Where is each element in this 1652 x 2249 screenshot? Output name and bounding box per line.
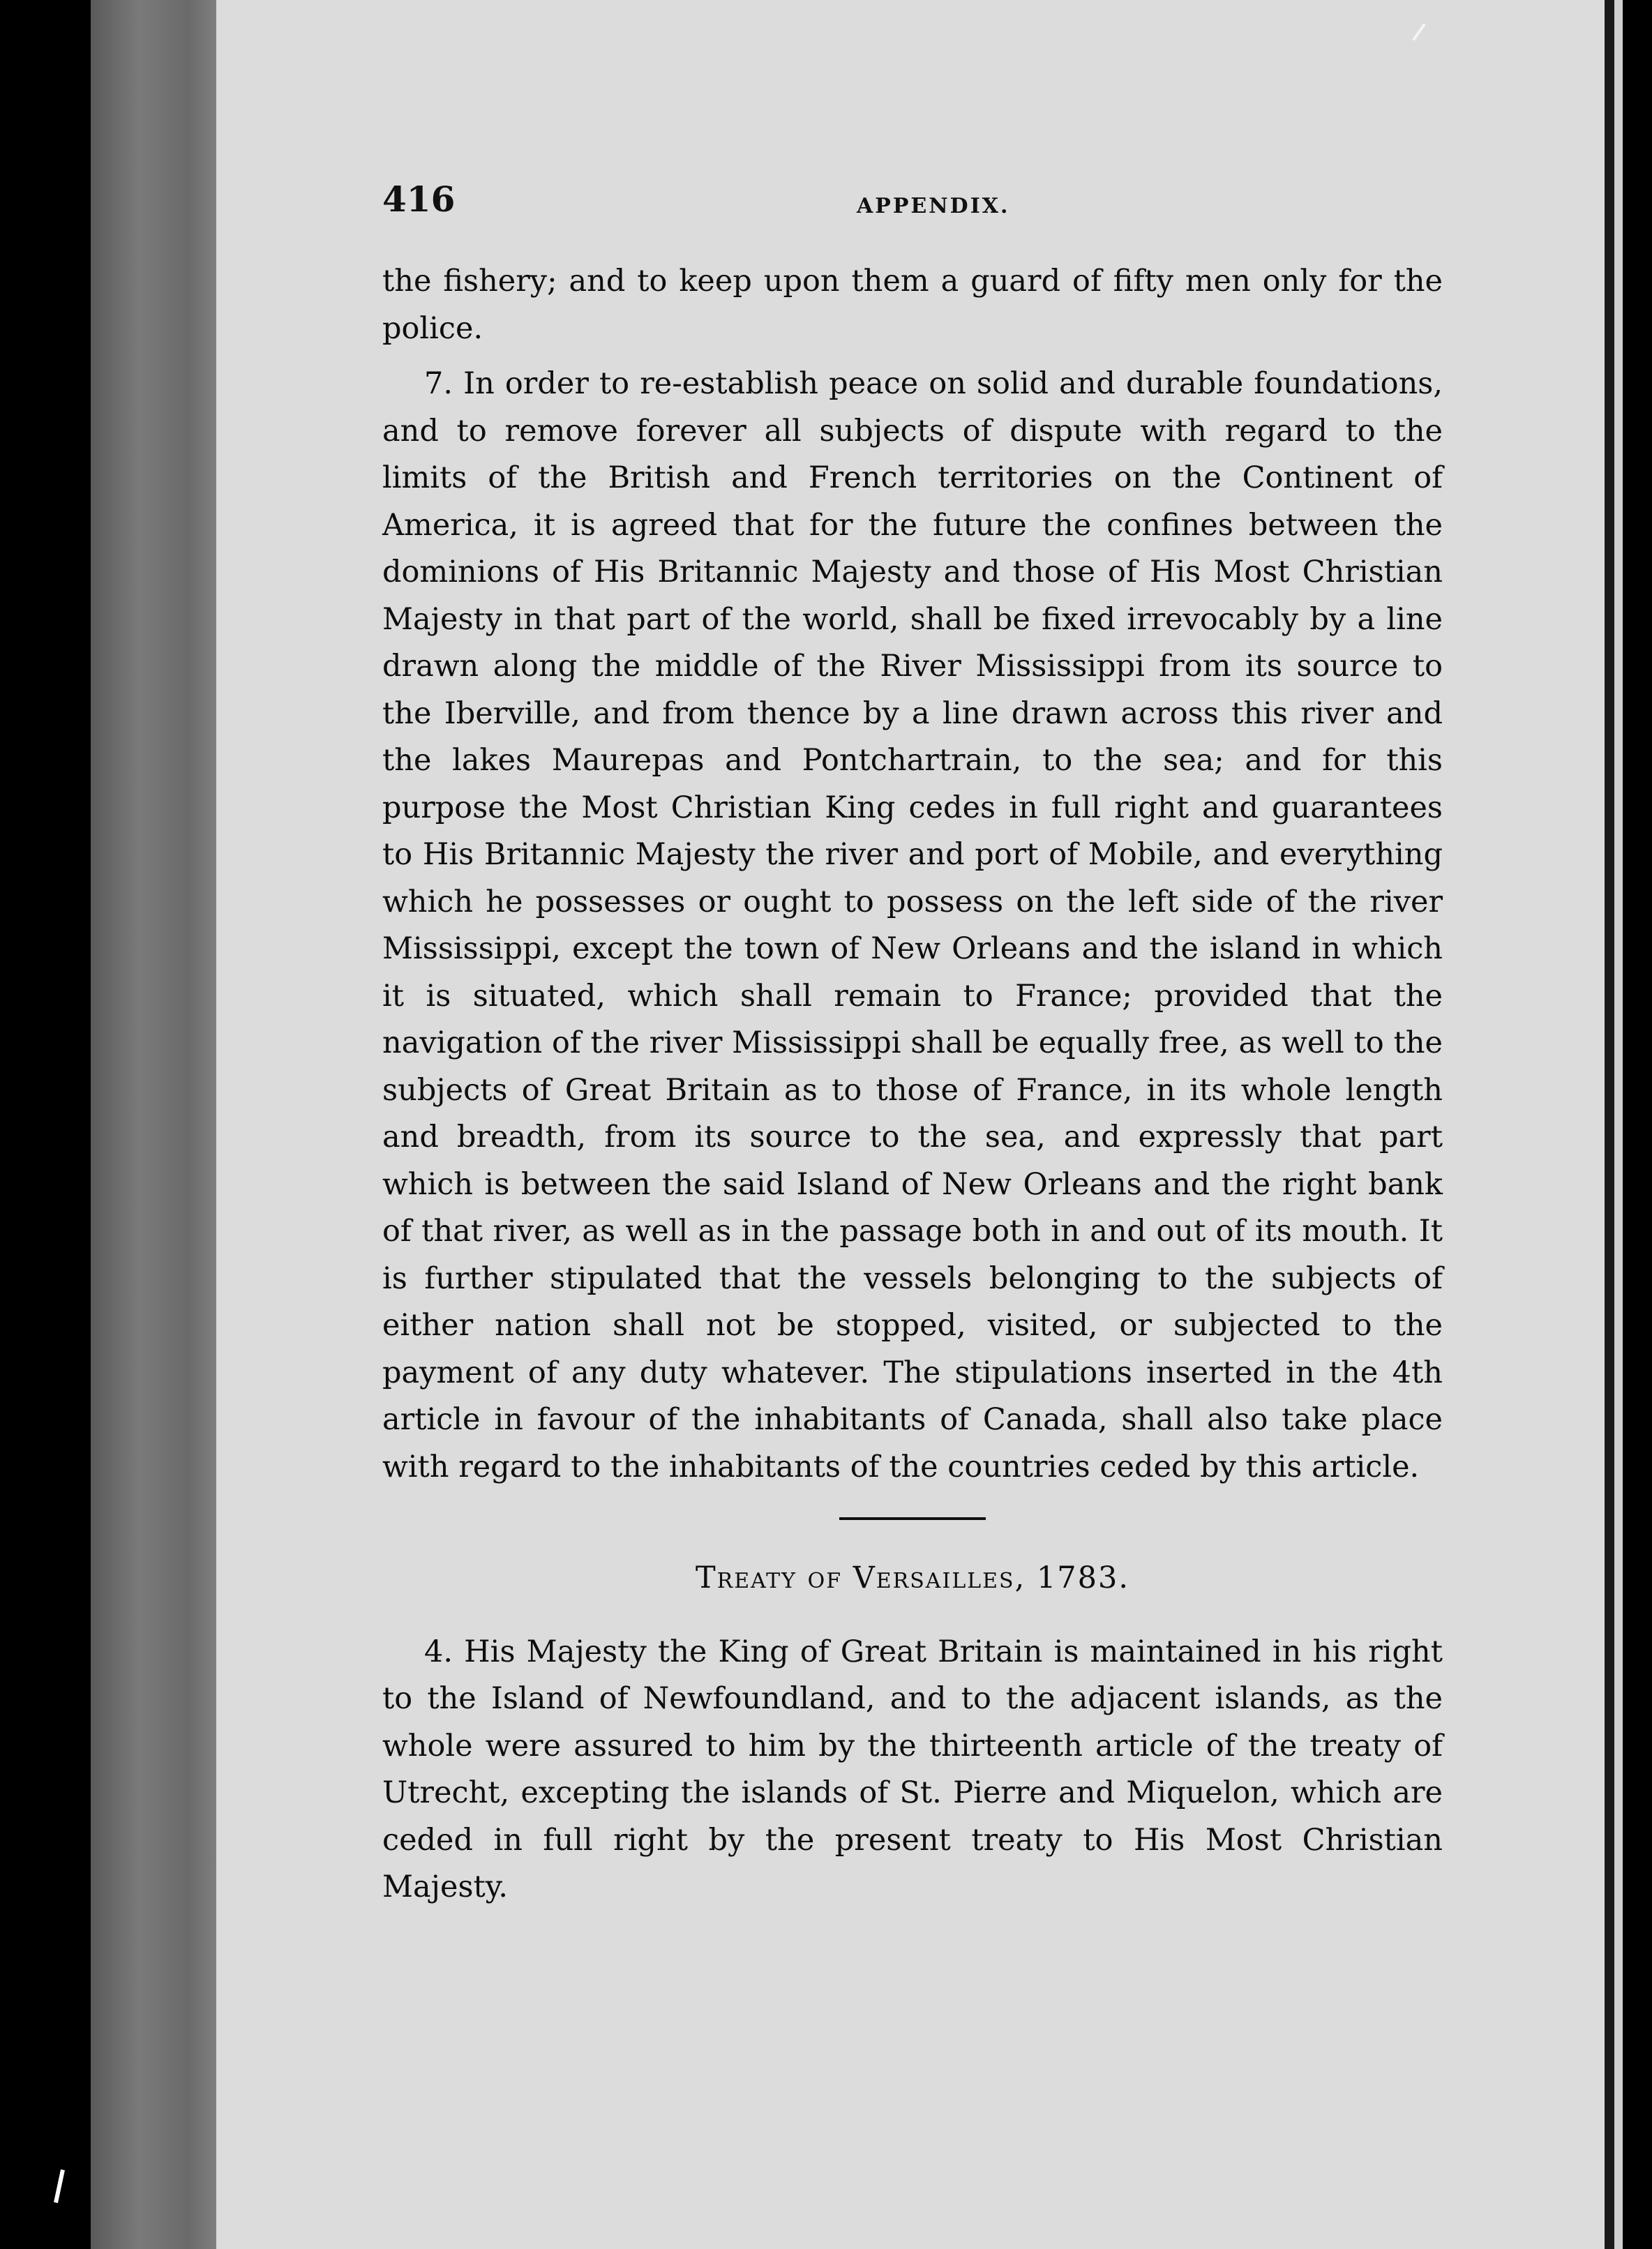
paragraph-continuation: the fishery; and to keep upon them a guard of fifty men only for the police.: [382, 264, 1443, 346]
section-divider: [839, 1517, 986, 1520]
section-title: Treaty of Versailles, 1783.: [695, 1560, 1130, 1595]
scan-artifact-mark: [54, 2169, 65, 2203]
paragraph-article-7: 7. In order to re-establish peace on solid and durable foundations, and to remove forever all subjects of dispute with regard to the limits of the British and French territories on the Continent of America, it is agreed that for the future the confines between the dominions of His Britannic Majesty and those of His Most Christian Majesty in that part of the world, shall be fixed irrevocably by a line drawn along the middle of the River Mississippi from its source to the Iberville, and from thence by a line drawn across this river and the lakes Maurepas and Pontchartrain, to the sea; and for this purpose the Most Christian King cedes in full right and guarantees to His Britannic Majesty the river and port of Mobile, and everything which he possesses or ought to possess on the left side of the river Mississippi, except the town of New Orleans and the island in which it is situated, which shall remain to France; provided that the navigation of the river Mississippi shall be equally free, as well to the subjects of Great Britain as to those of France, in its whole length and breadth, from its source to the sea, and expressly that part which is between the said Island of New Orleans and the right bank of that river, as well as in the passage both in and out of its mouth. It is further stipulated that the vessels belonging to the subjects of either nation shall not be stopped, visited, or subjected to the payment of any duty whatever. The stipulations inserted in the 4th article in favour of the inhabitants of Canada, shall also take place with regard to the inhabitants of the countries ceded by this article.: [382, 366, 1443, 1484]
page-number: 416: [382, 179, 456, 220]
paragraph-article-4: 4. His Majesty the King of Great Britain is maintained in his right to the Island of Newfoundland, and to the adjacent islands, as the whole were assured to him by the thirteenth article of the treaty of Utrecht, excepting the islands of St. Pierre and Miquelon, which are ceded in full right by the present treaty to His Most Christian Majesty.: [382, 1634, 1443, 1904]
page-body: [382, 258, 1443, 1911]
page-header: [382, 179, 1443, 227]
running-head: APPENDIX.: [857, 194, 1010, 218]
next-page-edge: [1614, 0, 1623, 2249]
book-gutter-shadow: [91, 0, 230, 2249]
page-edge-shadow: [1605, 0, 1614, 2249]
